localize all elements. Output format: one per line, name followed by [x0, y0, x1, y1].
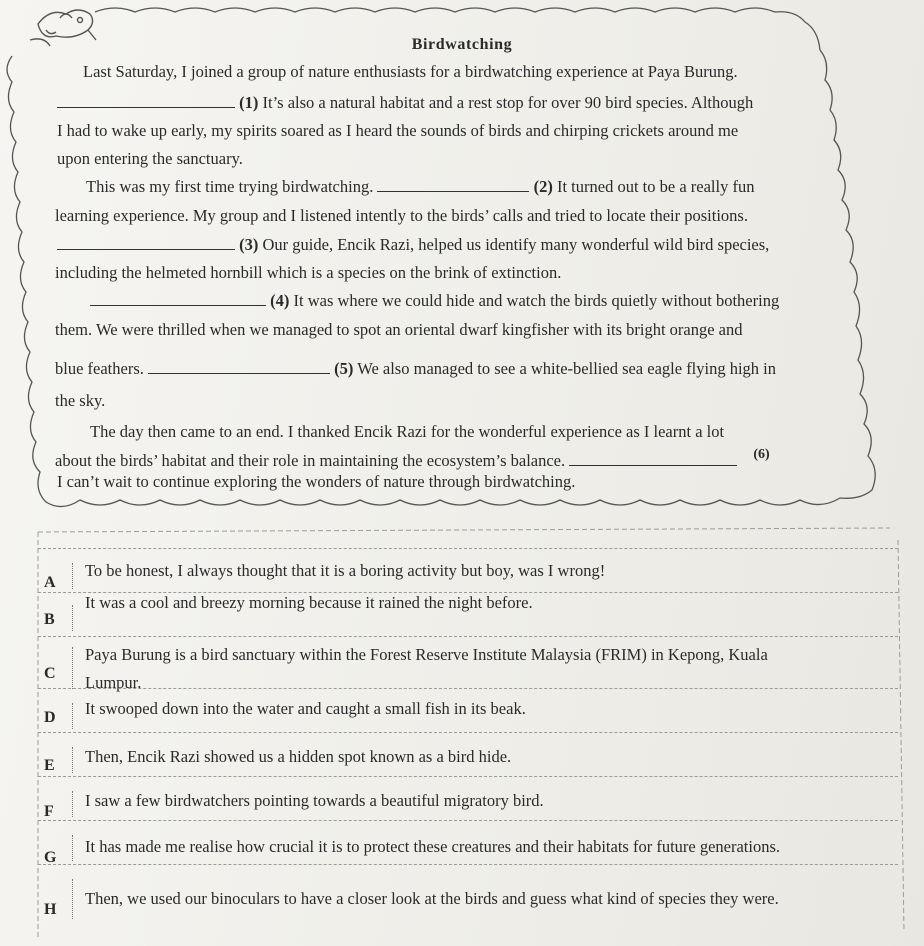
answer-blank-4[interactable] — [90, 291, 266, 306]
passage-line: (3) Our guide, Encik Razi, helped us identify many wonderful wild bird species, — [57, 235, 769, 255]
passage-line: (4) It was where we could hide and watch the birds quietly without bothering — [90, 291, 779, 311]
answer-blank-2[interactable] — [377, 177, 529, 192]
passage-line: upon entering the sanctuary. — [57, 149, 243, 168]
option-letter: D — [44, 709, 56, 726]
passage-line: (1) It’s also a natural habitat and a rest stop for over 90 bird species. Although — [57, 93, 753, 113]
option-text: Lumpur. — [85, 673, 142, 692]
option-letter: C — [44, 665, 56, 682]
option-h[interactable] — [38, 864, 898, 925]
passage-line: blue feathers. (5) We also managed to see a white-bellied sea eagle flying high in — [55, 359, 777, 378]
passage-line: The day then came to an end. I thanked Encik Razi for the wonderful experience as I learnt a lot — [90, 422, 725, 441]
option-letter: E — [44, 757, 55, 774]
passage-line: This was my first time trying birdwatching. (2) It turned out to be a really fun — [86, 177, 755, 196]
passage-line: them. We were thrilled when we managed to spot an oriental dwarf kingfisher with its bright orange and — [55, 320, 743, 339]
option-text: I saw a few birdwatchers pointing towards a beautiful migratory bird. — [85, 791, 544, 810]
passage-line: I can’t wait to continue exploring the wonders of nature through birdwatching. — [57, 472, 576, 491]
option-letter: H — [44, 901, 57, 918]
passage-line: the sky. — [55, 391, 106, 410]
answer-blank-6[interactable] — [569, 451, 737, 466]
option-letter: G — [44, 849, 57, 866]
option-letter: F — [44, 803, 54, 820]
passage-line: Last Saturday, I joined a group of nature enthusiasts for a birdwatching experience at Paya Burung. — [83, 62, 738, 81]
passage-line: about the birds’ habitat and their role in maintaining the ecosystem’s balance. $^{(6)}$ — [55, 447, 770, 470]
answer-blank-1[interactable] — [57, 93, 235, 108]
option-d[interactable] — [38, 688, 898, 733]
passage-title: Birdwatching — [411, 36, 513, 53]
option-text: Then, we used our binoculars to have a closer look at the birds and guess what kind of species they were. — [85, 889, 779, 908]
option-text: It was a cool and breezy morning because it rained the night before. — [85, 593, 533, 612]
option-text: It has made me realise how crucial it is to protect these creatures and their habitats for future generations. — [85, 837, 781, 856]
answer-blank-5[interactable] — [148, 359, 330, 374]
option-text: It swooped down into the water and caught a small fish in its beak. — [85, 699, 526, 718]
option-a[interactable] — [38, 548, 898, 593]
option-b[interactable] — [38, 592, 898, 637]
passage-line: learning experience. My group and I listened intently to the birds’ calls and tried to locate their positions. — [55, 206, 748, 225]
option-letter: A — [44, 574, 56, 591]
option-e[interactable] — [38, 732, 898, 777]
option-letter: B — [44, 611, 55, 628]
passage-line: including the helmeted hornbill which is a species on the brink of extinction. — [55, 263, 562, 282]
option-g[interactable] — [38, 820, 898, 865]
answer-blank-3[interactable] — [57, 235, 235, 250]
option-f[interactable] — [38, 776, 898, 821]
option-text: To be honest, I always thought that it is a boring activity but boy, was I wrong! — [85, 561, 606, 580]
option-text: Paya Burung is a bird sanctuary within the Forest Reserve Institute Malaysia (FRIM) in Kepong, Kuala — [85, 645, 768, 664]
option-c[interactable] — [38, 636, 898, 692]
passage-line: I had to wake up early, my spirits soared as I heard the sounds of birds and chirping crickets around me — [57, 121, 739, 140]
option-text: Then, Encik Razi showed us a hidden spot known as a bird hide. — [85, 747, 512, 766]
